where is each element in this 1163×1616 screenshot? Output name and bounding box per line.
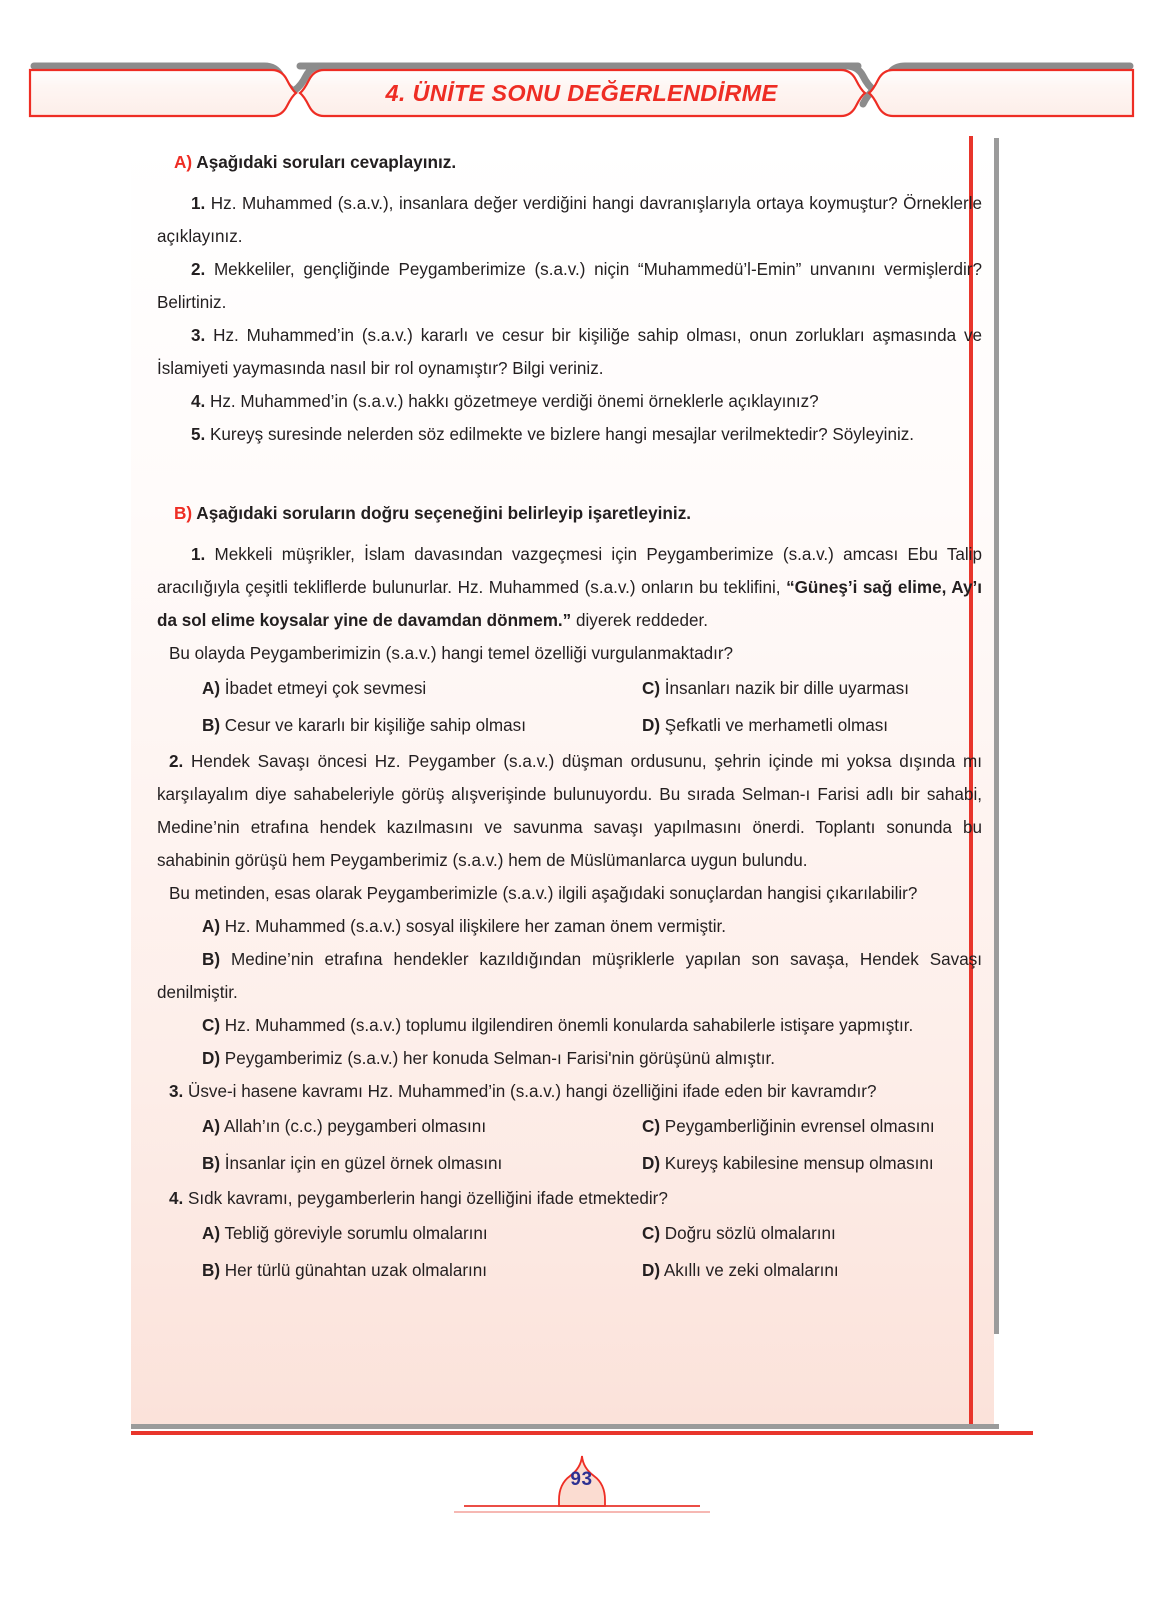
section-b-heading [174,503,982,524]
option-d[interactable] [642,707,982,744]
page-footer [0,1440,1163,1520]
section-a-question-3 [157,319,982,385]
question-text: Hz. Muhammed (s.a.v.), insanlara değer verdiğini hangi davranışlarıyla ortaya koymuştur? Örneklerle açıklayınız. [157,194,983,246]
option-text: Medine’nin etrafına hendekler kazıldığından müşriklerle yapılan son savaşa, Hendek Savaşı denilmiştir. [157,950,983,1002]
worksheet-body [157,152,982,1289]
section-a-question-2 [157,253,982,319]
option-letter: D) [642,1154,661,1173]
option-text: Tebliğ göreviyle sorumlu olmalarını [224,1224,488,1243]
section-b-question-3-prompt [169,1075,982,1108]
option-letter: A) [202,679,221,698]
option-text: Kureyş kabilesine mensup olmasını [664,1154,934,1173]
option-b[interactable] [202,707,642,744]
option-text: İbadet etmeyi çok sevmesi [224,679,427,698]
option-text: Şefkatli ve merhametli olması [664,716,889,735]
bottom-red-rule [131,1431,1033,1435]
option-text: Allah’ın (c.c.) peygamberi olmasını [223,1117,487,1136]
section-b-question-1-prompt: Bu olayda Peygamberimizin (s.a.v.) hangi temel özelliği vurgulanmaktadır? [169,644,734,663]
question-number: 4. [191,392,206,411]
option-text: İnsanlar için en güzel örnek olmasını [224,1154,503,1173]
option-letter: A) [202,1117,221,1136]
option-letter: A) [202,917,221,936]
question-number: 2. [169,752,184,771]
option-d[interactable] [642,1252,982,1289]
question-number: 2. [191,260,206,279]
option-letter: D) [642,716,661,735]
unit-header-banner [0,62,1163,124]
question-text: Hendek Savaşı öncesi Hz. Peygamber (s.a.v.) düşman ordusunu, şehrin içinde mi yoksa dışında mı karşılayalım diye sahabeleriyle görüş alışverişinde bulunuyordu. Bu sırada Selman-ı Farisi adlı bir sahabi, Medine’nin etrafına hendek kazılmasını ve savunma savaşı yapılmasını önerdi. Toplantı sonunda bu sahabinin görüşü hem Peygamberimiz (s.a.v.) hem de Müslümanlarca uygun bulundu. [157,752,982,870]
option-letter: B) [202,950,221,969]
section-b-question-1-options [202,670,982,744]
option-letter: C) [642,1117,661,1136]
page-title: 4. ÜNİTE SONU DEĞERLENDİRME [385,79,778,106]
section-b-question-2-prompt: Bu metinden, esas olarak Peygamberimizle (s.a.v.) ilgili aşağıdaki sonuçlardan hangisi çıkarılabilir? [169,884,918,903]
option-letter: B) [202,1261,221,1280]
question-number: 5. [191,425,206,444]
section-b-question-3-options [202,1108,982,1182]
option-b[interactable] [157,943,982,1009]
option-text: Her türlü günahtan uzak olmalarını [224,1261,488,1280]
section-a-letter: A) [174,152,193,172]
option-text: Hz. Muhammed (s.a.v.) toplumu ilgilendiren önemli konularda sahabilerle istişare yapmıştır. [224,1016,914,1035]
option-letter: C) [642,1224,661,1243]
section-a-question-1 [157,187,982,253]
option-a[interactable] [202,1215,642,1252]
section-b-question-2-options [157,910,983,1075]
option-a[interactable] [202,670,642,707]
option-c[interactable] [642,1108,982,1145]
option-text: Doğru sözlü olmalarını [664,1224,836,1243]
option-text: Peygamberliğinin evrensel olmasını [664,1117,935,1136]
section-b-question-4-options [202,1215,982,1289]
option-b[interactable] [202,1145,642,1182]
question-text: Kureyş suresinde nelerden söz edilmekte ve bizlere hangi mesajlar verilmektedir? Söyleyiniz. [210,425,915,444]
option-text: Hz. Muhammed (s.a.v.) sosyal ilişkilere her zaman önem vermiştir. [224,917,727,936]
section-a-title: Aşağıdaki soruları cevaplayınız. [196,152,457,172]
question-text: Mekkeliler, gençliğinde Peygamberimize (s.a.v.) niçin “Muhammedü’l-Emin” unvanını vermişlerdir? Belirtiniz. [157,260,983,312]
option-b[interactable] [202,1252,642,1289]
option-c[interactable] [202,1009,982,1042]
question-number: 1. [191,194,206,213]
section-a-question-5 [157,418,982,451]
question-text: Hz. Muhammed’in (s.a.v.) kararlı ve cesur bir kişiliğe sahip olması, onun zorlukları aşmasında ve İslamiyeti yaymasında nasıl bir rol oynamıştır? Bilgi veriniz. [157,326,983,378]
option-letter: D) [642,1261,661,1280]
page-number: 93 [570,1469,593,1490]
section-b-question-4-prompt [169,1182,982,1215]
section-b-title: Aşağıdaki soruların doğru seçeneğini belirleyip işaretleyiniz. [196,503,692,523]
section-a-heading [174,152,982,173]
question-number: 4. [169,1189,184,1208]
option-a[interactable] [202,1108,642,1145]
question-number: 3. [191,326,206,345]
option-letter: C) [202,1016,221,1035]
section-b-question-1-body [157,538,982,637]
option-c[interactable] [642,670,982,707]
option-d[interactable] [642,1145,982,1182]
question-text: Sıdk kavramı, peygamberlerin hangi özelliğini ifade etmektedir? [188,1189,668,1208]
ribbon-shape [0,62,1163,124]
section-spacer [157,451,982,503]
option-d[interactable] [202,1042,982,1075]
question-quote: “Güneş’i sağ elime, Ay’ı da sol elime koysalar yine de davamdan dönmem.” [157,578,982,630]
option-letter: A) [202,1224,221,1243]
option-text: Cesur ve kararlı bir kişiliğe sahip olması [224,716,526,735]
option-letter: D) [202,1049,221,1068]
option-text: İnsanları nazik bir dille uyarması [664,679,909,698]
section-b-letter: B) [174,503,193,523]
question-number: 3. [169,1082,184,1101]
question-body-part-1: Mekkeli müşrikler, İslam davasından vazgeçmesi için Peygamberimize (s.a.v.) amcası Ebu Talip aracılığıyla çeşitli tekliflerde bulunurlar. Hz. Muhammed (s.a.v.) onların bu teklifini, [157,545,982,597]
option-letter: C) [642,679,661,698]
option-a[interactable] [202,910,982,943]
section-a-question-4 [157,385,982,418]
option-letter: B) [202,716,221,735]
question-text: Hz. Muhammed’in (s.a.v.) hakkı gözetmeye verdiği önemi örneklerle açıklayınız? [210,392,819,411]
option-c[interactable] [642,1215,982,1252]
question-text: Üsve-i hasene kavramı Hz. Muhammed’in (s.a.v.) hangi özelliğini ifade eden bir kavramdır? [188,1082,877,1101]
bottom-grey-rule [131,1424,999,1429]
question-number: 1. [191,545,206,564]
section-b-question-2-body [157,745,982,877]
option-letter: B) [202,1154,221,1173]
question-body-part-2: diyerek reddeder. [571,611,709,630]
option-text: Akıllı ve zeki olmalarını [663,1261,839,1280]
right-grey-rule [994,138,999,1334]
option-text: Peygamberimiz (s.a.v.) her konuda Selman-ı Farisi'nin görüşünü almıştır. [224,1049,775,1068]
